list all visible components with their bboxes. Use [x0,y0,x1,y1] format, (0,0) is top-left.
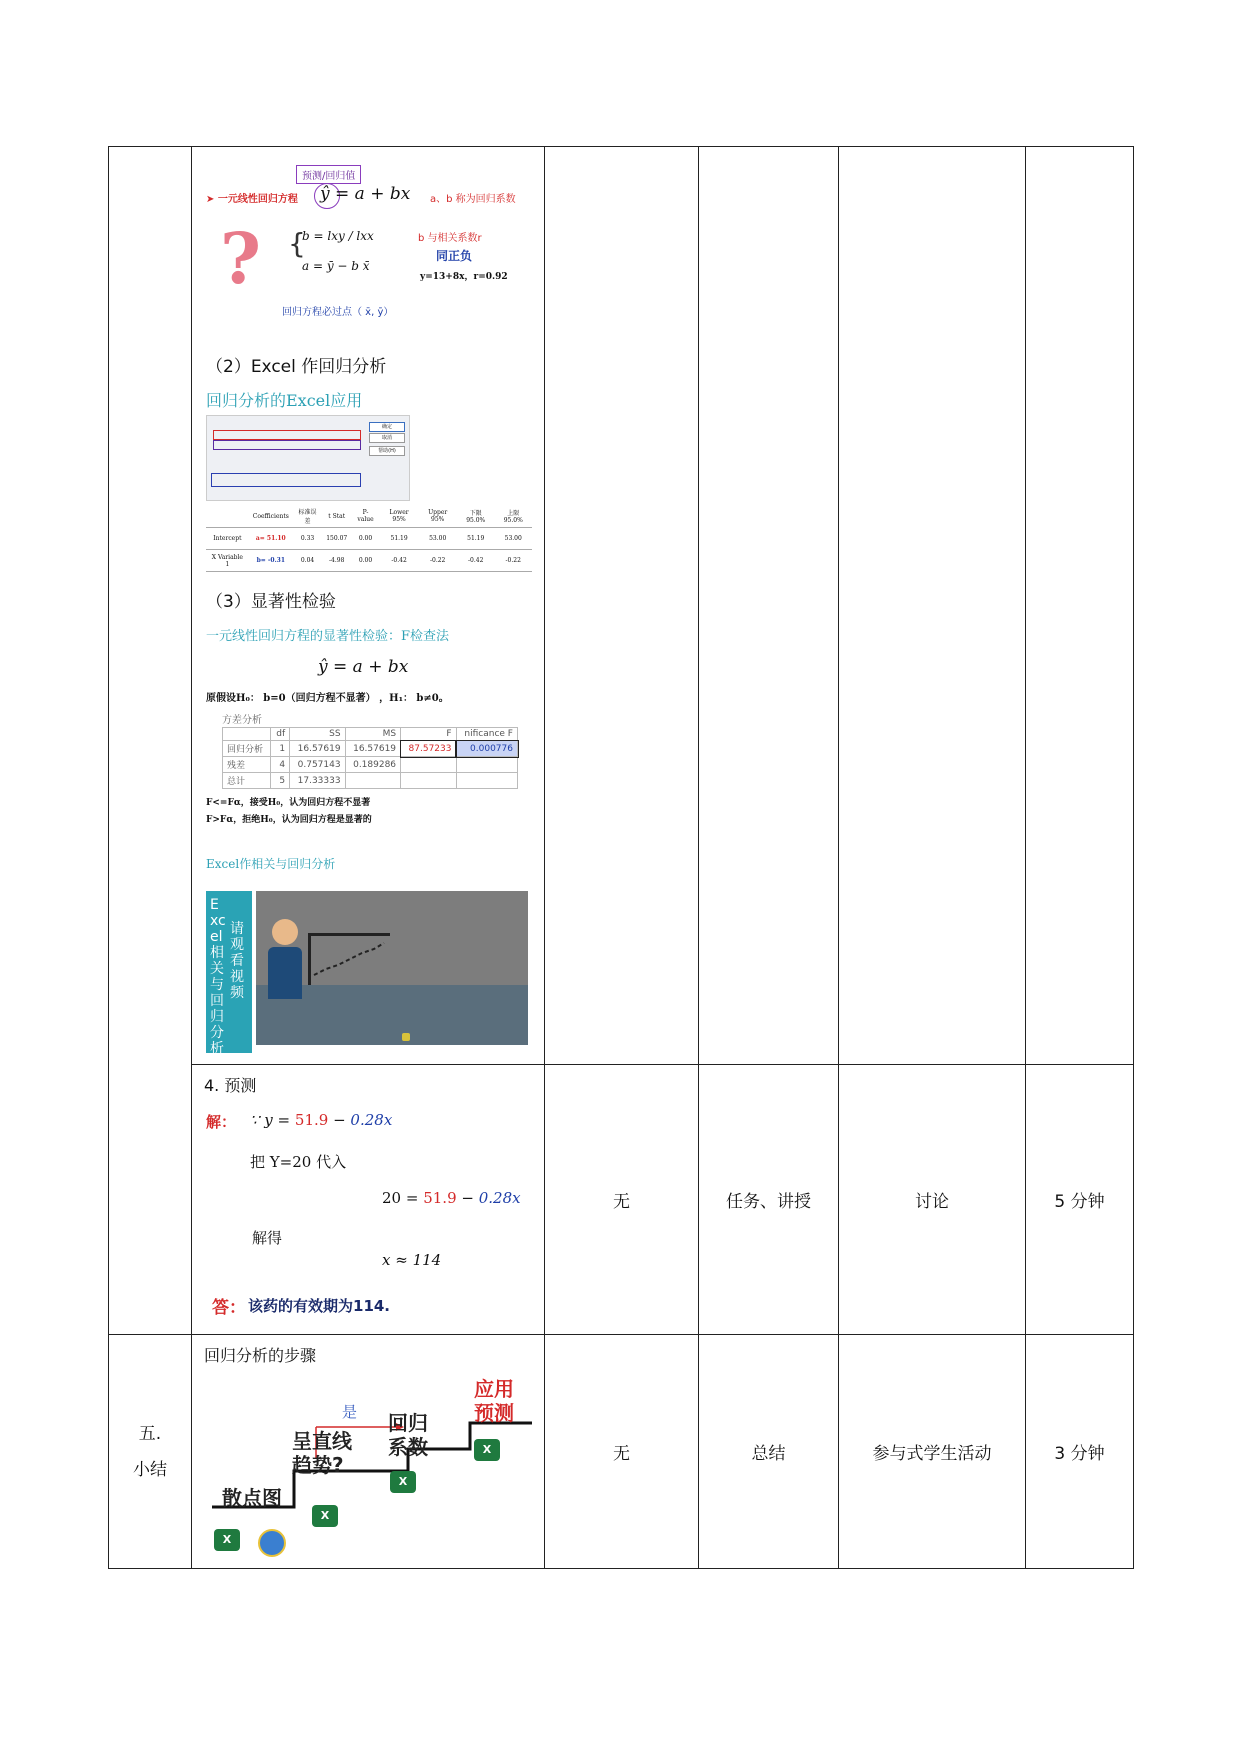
step-coef: 回归系数 [388,1411,428,1459]
summary-col6: 3 分钟 [1026,1335,1134,1569]
dialog-help-button: 帮助(H) [369,446,405,456]
anova-cell: 0.189286 [345,757,400,773]
stage-cell-empty [109,147,192,1335]
coef-header: 上限 95.0% [494,505,532,528]
b-formula: b = lxy / lxx [302,229,374,243]
anova-title: 方差分析 [222,715,262,726]
eq-prefix: ∵ y = [250,1111,291,1129]
anova-cell: 1 [271,741,290,757]
coefficients-table [206,505,532,572]
coef-cell: 53.00 [494,528,532,550]
predict-heading: 4. 预测 [204,1076,257,1095]
coef-header: Lower 95% [380,505,419,528]
predict-col4: 任务、讲授 [699,1065,839,1335]
dialog-cancel-button: 取消 [369,433,405,443]
anova-header [223,728,271,741]
dialog-ok-button: 确定 [369,422,405,432]
solve-label: 解： [206,1113,237,1131]
answer-text: 该药的有效期为114. [248,1297,391,1315]
predict-label: 预测/回归值 [296,165,361,184]
anova-row-regression [223,741,518,757]
predict-col5: 讨论 [839,1065,1026,1335]
anova-cell: 17.33333 [290,773,345,789]
content-cell-summary [192,1335,545,1569]
summary-col3: 无 [545,1335,699,1569]
eq-minus: − [456,1189,479,1207]
coef-cell: 0.00 [351,528,380,550]
coef-cell: b= -0.31 [249,550,293,572]
anova-cell: 16.57619 [345,741,400,757]
predict-col3: 无 [545,1065,699,1335]
coef-header: Coefficients [249,505,293,528]
excel-section-heading: （2）Excel 作回归分析 [206,357,387,377]
coef-header: t Stat [322,505,351,528]
empty-cell [839,147,1026,1065]
rule-reject: F>Fα，拒绝H₀，认为回归方程是显著的 [206,815,372,825]
eq-prefix: 20 = [382,1189,419,1207]
anova-header: F [401,728,456,741]
video-sidebar-text-2: 请观看视频 [230,921,244,1001]
coef-cell: -4.98 [322,550,351,572]
significance-slide-title: 一元线性回归方程的显著性检验：F检查法 [206,629,450,644]
video-cursor-icon [402,1033,410,1041]
a-formula: a = ȳ − b x̄ [302,259,370,273]
brace: { [288,227,306,260]
step-linear: 呈直线趋势? [292,1429,352,1477]
anova-header: MS [345,728,400,741]
content-cell-predict [192,1065,545,1335]
anova-cell [456,757,518,773]
coef-cell: 150.07 [322,528,351,550]
coef-header: 标准误差 [293,505,322,528]
anova-header: df [271,728,290,741]
content-cell-slides [192,147,545,1065]
anova-significance: 0.000776 [456,741,518,757]
anova-f-value: 87.57233 [401,741,456,757]
presenter-head [272,919,298,945]
rule-accept: F<=Fα，接受H₀，认为回归方程不显著 [206,798,371,808]
anova-cell: 4 [271,757,290,773]
solve-line-1 [250,1111,392,1129]
eq-slope: 0.28x [350,1111,393,1129]
summary-heading: 回归分析的步骤 [204,1346,317,1365]
coef-cell: -0.42 [380,550,419,572]
video-sidebar-text-1: Excel相关与回归分析 [210,897,226,1057]
coef-header-row [206,505,532,528]
coef-cell: a= 51.10 [249,528,293,550]
video-title: Excel作相关与回归分析 [206,857,336,871]
anova-header: nificance F [456,728,518,741]
excel-icon: X [312,1505,338,1527]
anova-cell [456,773,518,789]
summary-col4: 总结 [699,1335,839,1569]
coef-header: Upper 95% [418,505,457,528]
globe-icon [258,1529,286,1557]
anova-table [222,727,518,789]
same-sign-note: 同正负 [436,249,473,263]
solve-line-2 [382,1189,521,1207]
question-mark-icon: ? [220,217,262,300]
easel-chart-icon [312,939,386,979]
equation-label: ➤ 一元线性回归方程 [206,194,298,205]
anova-cell: 总计 [223,773,271,789]
anova-cell [345,773,400,789]
passes-point-note: 回归方程必过点（ x̄, ȳ） [282,307,394,318]
coef-cell: 51.19 [380,528,419,550]
coef-cell: 0.33 [293,528,322,550]
anova-cell: 5 [271,773,290,789]
eq-slope: 0.28x [478,1189,521,1207]
eq-intercept: 51.9 [423,1189,457,1207]
coef-cell: -0.22 [418,550,457,572]
regression-equation: ŷ = a + bx [320,184,411,204]
presenter-body [268,947,302,999]
b-r-note: b 与相关系数r [418,233,482,244]
coef-header: 下限 95.0% [457,505,494,528]
excel-icon: X [390,1471,416,1493]
coef-cell: 0.04 [293,550,322,572]
anova-cell: 回归分析 [223,741,271,757]
video-sidebar [206,891,252,1057]
coef-row-x [206,550,532,572]
substitute-text: 把 Y=20 代入 [250,1153,347,1171]
coef-row-intercept [206,528,532,550]
answer-label: 答： [212,1298,246,1318]
video-thumbnail[interactable] [256,891,528,1045]
coef-header: P-value [351,505,380,528]
excel-slide-title: 回归分析的Excel应用 [206,391,363,410]
lesson-plan-table [108,146,1134,1569]
coef-cell: 53.00 [418,528,457,550]
excel-icon: X [214,1529,240,1551]
eq-minus: − [328,1111,351,1129]
output-range [211,473,361,487]
empty-cell [545,147,699,1065]
empty-cell [699,147,839,1065]
coef-cell: 0.00 [351,550,380,572]
solved-text: 解得 [252,1229,283,1247]
anova-cell [401,773,456,789]
coef-cell: X Variable 1 [206,550,249,572]
hypothesis-text: 原假设H₀： b=0（回归方程不显著） ，H₁： b≠0。 [206,693,449,704]
empty-cell [1026,147,1134,1065]
input-y-range [213,430,361,440]
coef-cell: 51.19 [457,528,494,550]
coef-header [206,505,249,528]
coef-cell: -0.22 [494,550,532,572]
step-apply: 应用预测 [474,1377,514,1425]
anova-row-total [223,773,518,789]
anova-cell: 0.757143 [290,757,345,773]
step-scatter: 散点图 [222,1486,282,1510]
anova-cell [401,757,456,773]
significance-section-heading: （3）显著性检验 [206,592,336,612]
summary-col5: 参与式学生活动 [839,1335,1026,1569]
anova-header-row [223,728,518,741]
excel-icon: X [474,1439,500,1461]
eq-intercept: 51.9 [294,1111,329,1129]
anova-cell: 残差 [223,757,271,773]
summary-stage-cell [109,1335,192,1569]
example-equation: y=13+8x，r=0.92 [420,272,508,282]
anova-cell: 16.57619 [290,741,345,757]
result-text: x ≈ 114 [382,1251,442,1269]
coef-note: a、b 称为回归系数 [430,194,516,205]
regression-dialog [206,415,410,501]
coef-cell: Intercept [206,528,249,550]
significance-equation: ŷ = a + bx [318,657,409,677]
step-yes: 是 [342,1403,358,1421]
anova-row-residual [223,757,518,773]
coef-cell: -0.42 [457,550,494,572]
summary-stage-label: 五. 小结 [133,1423,167,1480]
anova-header: SS [290,728,345,741]
input-x-range [213,440,361,450]
easel-top [308,933,390,936]
predict-col6: 5 分钟 [1026,1065,1134,1335]
